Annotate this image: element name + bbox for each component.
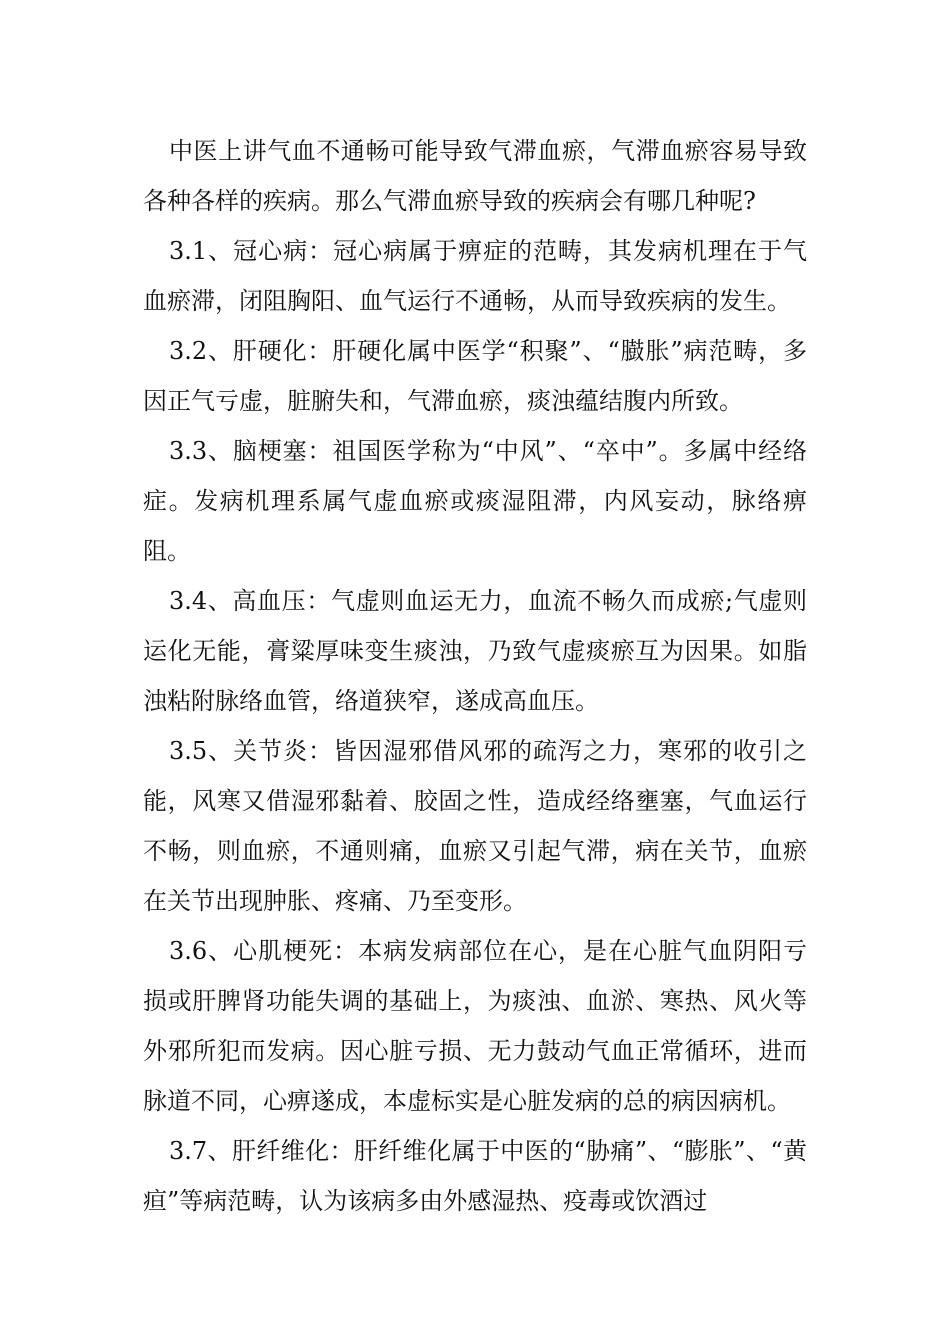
paragraph-arthritis: 3.5、关节炎：皆因湿邪借风邪的疏泻之力，寒邪的收引之能，风寒又借湿邪黏着、胶固之性，造成经络壅塞，气血运行不畅，则血瘀，不通则痛，血瘀又引起气滞，病在关节，血瘀在关节出现肿胀、疼痛、乃至变形。 <box>143 737 807 915</box>
paragraph-cerebral-infarction: 3.3、脑梗塞：祖国医学称为“中风”、“卒中”。多属中经络症。发病机理系属气虚血瘀或痰湿阻滞，内风妄动，脉络痹阻。 <box>143 437 807 565</box>
paragraph-coronary-heart-disease: 3.1、冠心病：冠心病属于痹症的范畴，其发病机理在于气血瘀滞，闭阻胸阳、血气运行不通畅，从而导致疾病的发生。 <box>143 237 807 315</box>
paragraph-hypertension: 3.4、高血压：气虚则血运无力，血流不畅久而成瘀;气虚则运化无能，膏粱厚味变生痰浊，乃致气虚痰瘀互为因果。如脂浊粘附脉络血管，络道狭窄，遂成高血压。 <box>143 587 807 715</box>
intro-paragraph: 中医上讲气血不通畅可能导致气滞血瘀，气滞血瘀容易导致各种各样的疾病。那么气滞血瘀导致的疾病会有哪几种呢? <box>143 137 807 215</box>
document-body <box>143 126 807 1226</box>
paragraph-myocardial-infarction: 3.6、心肌梗死：本病发病部位在心，是在心脏气血阴阳亏损或肝脾肾功能失调的基础上，为痰浊、血淤、寒热、风火等外邪所犯而发病。因心脏亏损、无力鼓动气血正常循环，进而脉道不同，心痹遂成，本虚标实是心脏发病的总的病因病机。 <box>143 937 807 1115</box>
paragraph-liver-cirrhosis: 3.2、肝硬化：肝硬化属中医学“积聚”、“臌胀”病范畴，多因正气亏虚，脏腑失和，气滞血瘀，痰浊蕴结腹内所致。 <box>143 337 807 415</box>
paragraph-liver-fibrosis: 3.7、肝纤维化：肝纤维化属于中医的“胁痛”、“膨胀”、“黄疸”等病范畴，认为该病多由外感湿热、疫毒或饮酒过 <box>143 1137 807 1215</box>
